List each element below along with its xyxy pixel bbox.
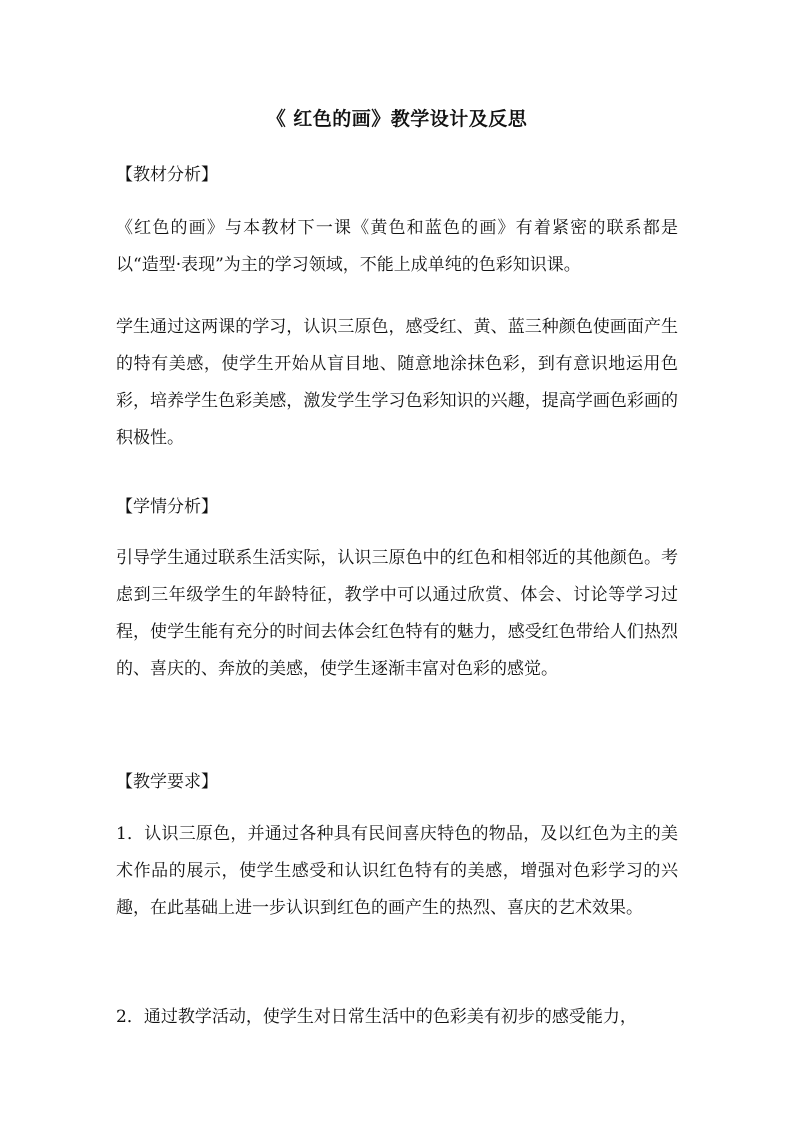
section-heading-student-analysis: 【学情分析】 [116,497,218,517]
paragraph-textbook-analysis-2: 学生通过这两课的学习，认识三原色，感受红、黄、蓝三种颜色使画面产生的特有美感，使学生开始从盲目地、随意地涂抹色彩，到有意识地运用色彩，培养学生色彩美感，激发学生学习色彩知识的兴趣，提高学画色彩画的积极性。 [116,317,678,448]
document-title: 《 红色的画》教学设计及反思 [266,108,528,130]
paragraph-teaching-requirement-2: 2．通过教学活动，使学生对日常生活中的色彩美有初步的感受能力， [116,1007,637,1027]
paragraph-student-analysis-1: 引导学生通过联系生活实际，认识三原色中的红色和相邻近的其他颜色。考虑到三年级学生的年龄特征，教学中可以通过欣赏、体会、讨论等学习过程，使学生能有充分的时间去体会红色特有的魅力，感受红色带给人们热烈的、喜庆的、奔放的美感，使学生逐渐丰富对色彩的感觉。 [116,548,678,679]
paragraph-teaching-requirement-1: 1．认识三原色，并通过各种具有民间喜庆特色的物品，及以红色为主的美术作品的展示，使学生感受和认识红色特有的美感，增强对色彩学习的兴趣，在此基础上进一步认识到红色的画产生的热烈、喜庆的艺术效果。 [116,824,678,918]
paragraph-textbook-analysis-1: 《红色的画》与本教材下一课《黄色和蓝色的画》有着紧密的联系都是以“造型·表现”为主的学习领域，不能上成单纯的色彩知识课。 [116,218,678,275]
section-heading-teaching-requirements: 【教学要求】 [116,772,218,792]
section-heading-textbook-analysis: 【教材分析】 [116,165,218,185]
